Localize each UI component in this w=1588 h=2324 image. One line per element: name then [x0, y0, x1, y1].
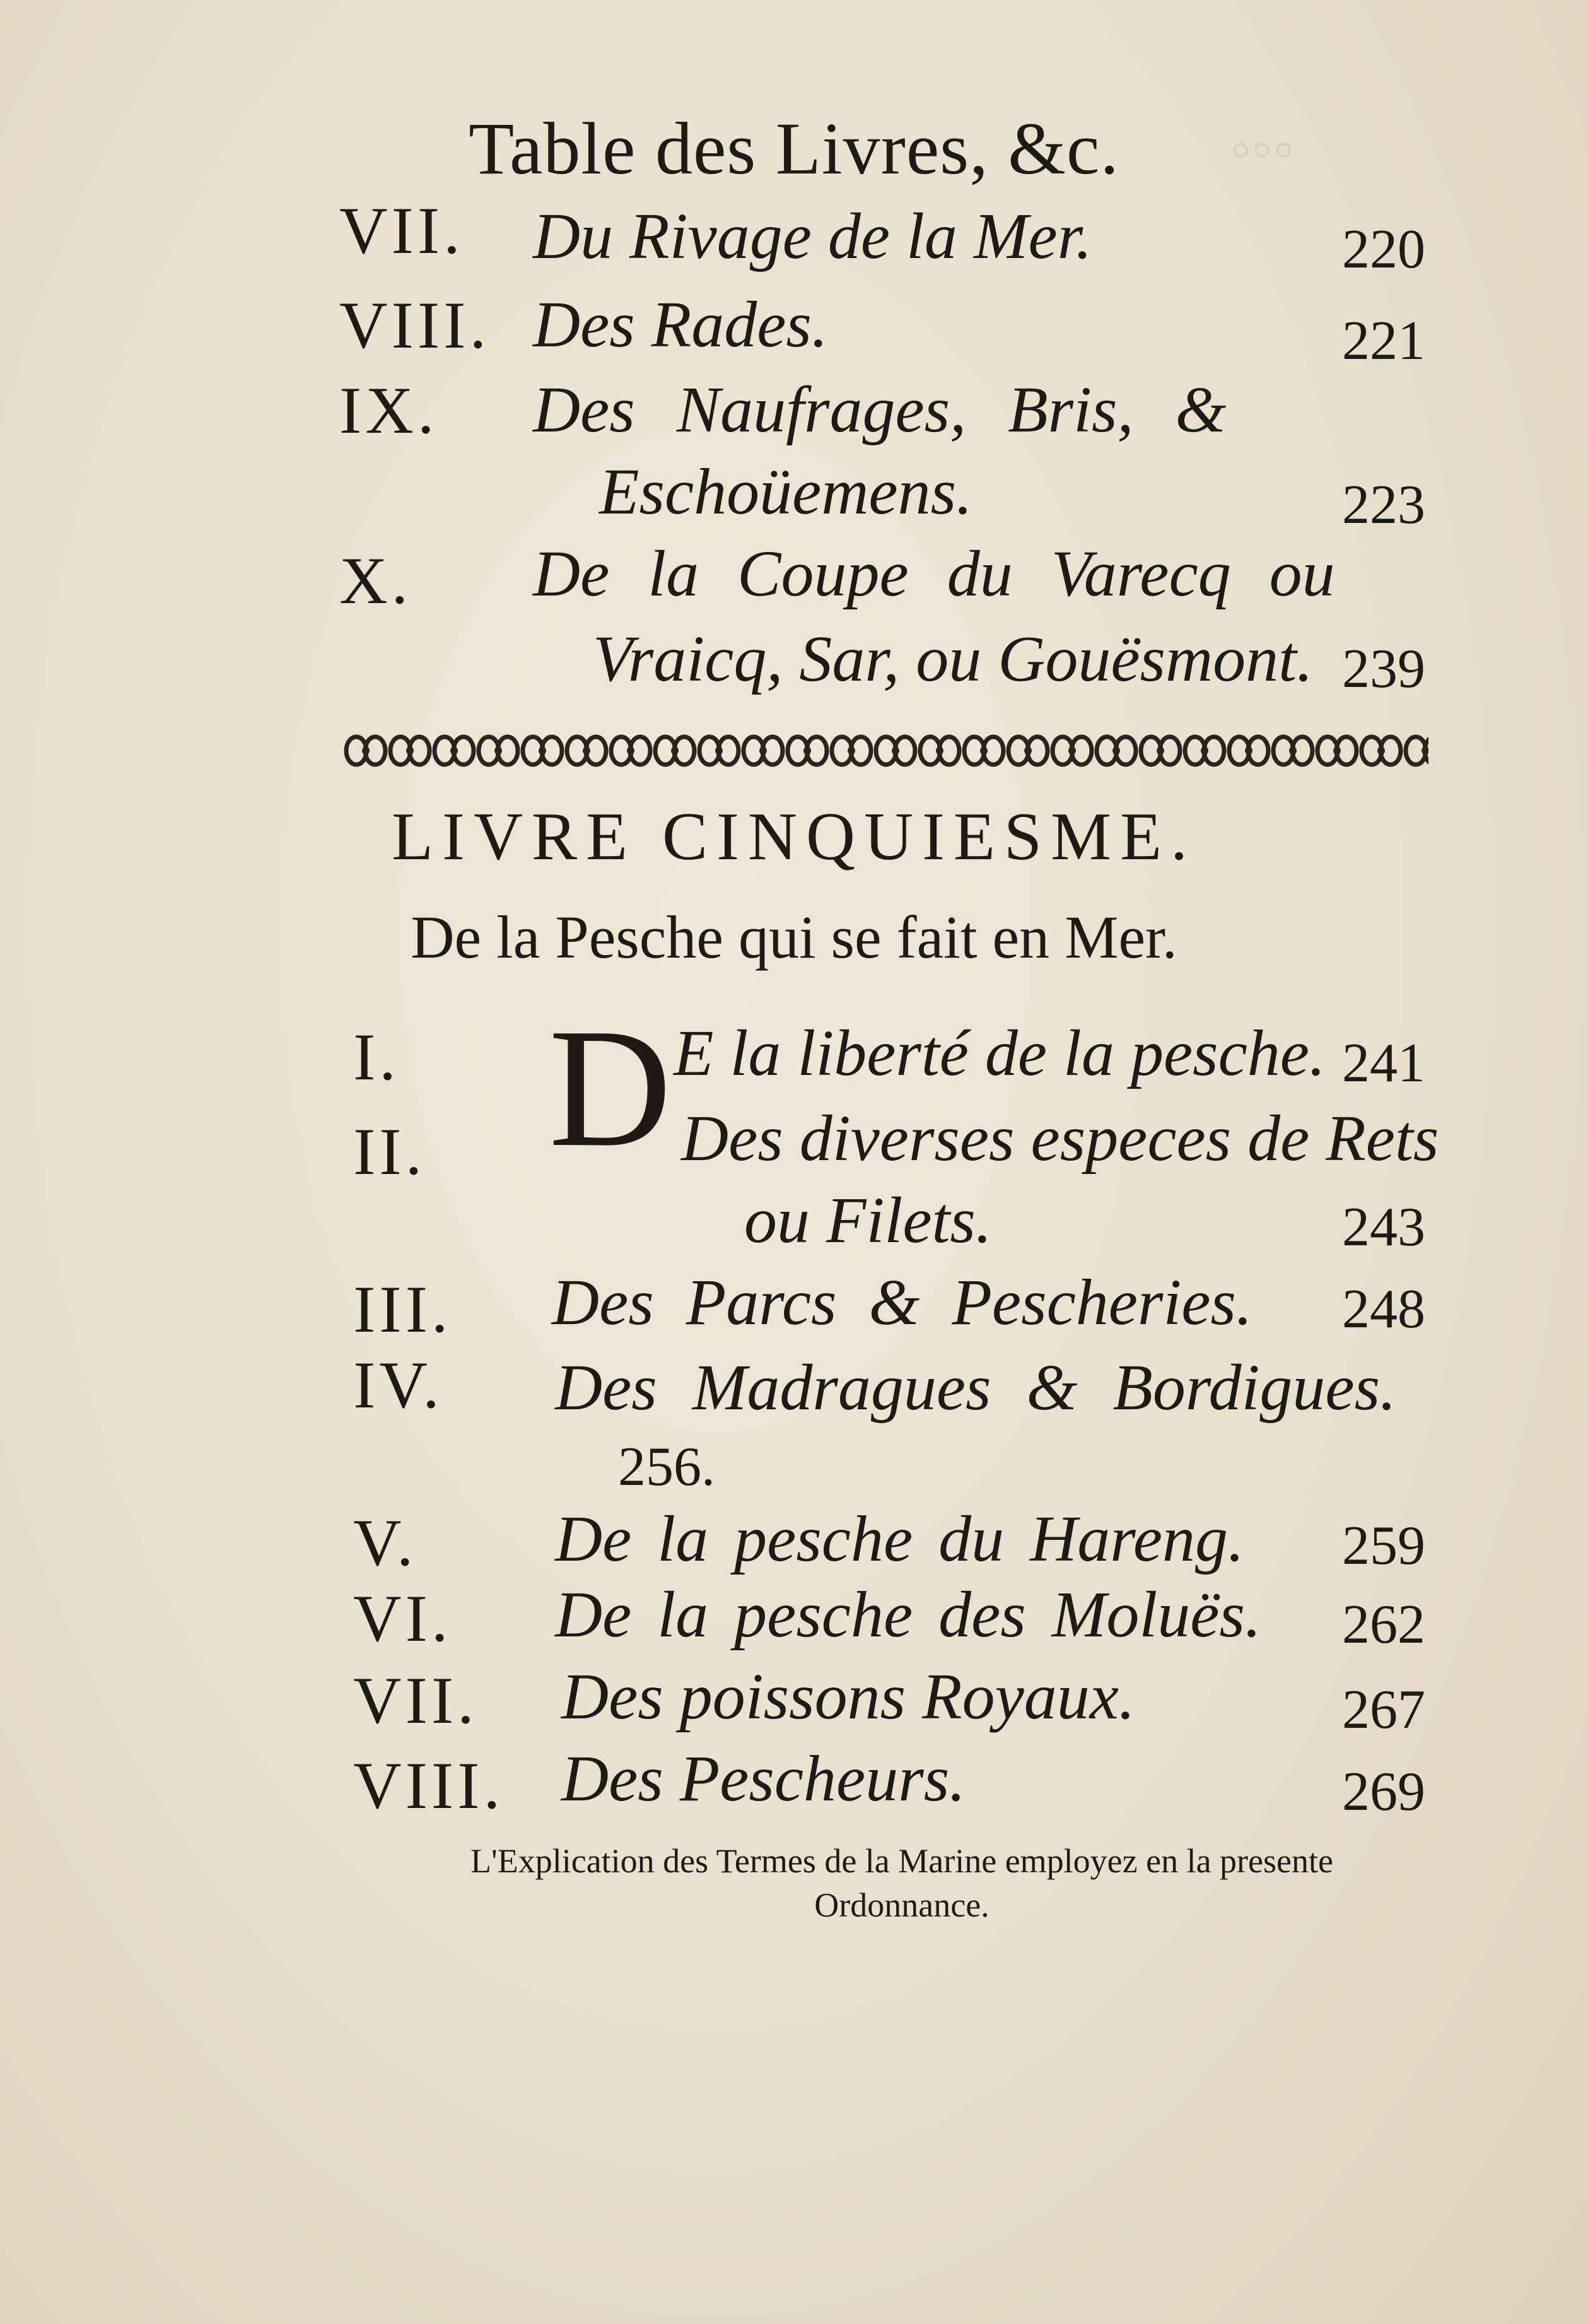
entry-number: IX. — [339, 373, 438, 447]
entry-title: E la liberté de la pesche. — [674, 1017, 1326, 1089]
entry-title-continued: Vraicq, Sar, ou Gouësmont. — [593, 623, 1314, 695]
book-subtitle: De la Pesche qui se fait en Mer. — [411, 903, 1177, 971]
entry-page: 262 — [1342, 1594, 1425, 1655]
entry-title-continued: Eschoüemens. — [599, 455, 973, 528]
entry-number: VIII. — [353, 1749, 504, 1822]
entry-number: X. — [339, 544, 412, 618]
entry-number: VII. — [353, 1664, 478, 1737]
entry-title: De la Coupe du Varecq ou — [533, 537, 1335, 610]
page-title: Table des Livres, &c. — [469, 107, 1119, 190]
entry-number: VIII. — [339, 288, 490, 362]
bleed-through-decoration: ◦◦◦ — [1230, 115, 1295, 182]
entry-number: VII. — [339, 194, 464, 267]
entry-page: 221 — [1342, 310, 1425, 372]
book-heading: LIVRE CINQUIESME. — [392, 799, 1196, 874]
entry-title-continued: 256. — [618, 1436, 715, 1498]
entry-title-continued: ou Filets. — [744, 1184, 992, 1257]
entry-title: Du Rivage de la Mer. — [533, 200, 1092, 273]
entry-page: 223 — [1342, 474, 1425, 536]
entry-title: De la pesche du Hareng. — [555, 1503, 1244, 1575]
footer-line: Ordonnance. — [814, 1886, 990, 1925]
entry-number: II. — [353, 1115, 426, 1188]
entry-title: Des Pescheurs. — [561, 1742, 966, 1815]
entry-title: Des Madragues & Bordigues. — [555, 1351, 1397, 1424]
entry-page: 241 — [1342, 1033, 1425, 1094]
footer-line: L'Explication des Termes de la Marine employez en la presente — [470, 1842, 1333, 1880]
entry-number: I. — [353, 1020, 400, 1094]
entry-title: Des diverses especes de Rets — [681, 1102, 1439, 1175]
entry-number: IV. — [353, 1348, 443, 1422]
entry-title: Des Rades. — [533, 288, 828, 361]
entry-number: III. — [353, 1272, 452, 1346]
ornament-band — [344, 725, 1428, 776]
entry-title: Des poissons Royaux. — [561, 1660, 1135, 1733]
entry-page: 243 — [1342, 1197, 1425, 1258]
entry-number: VI. — [353, 1582, 452, 1655]
entry-number: V. — [353, 1506, 417, 1580]
entry-title: Des Parcs & Pescheries. — [552, 1266, 1252, 1339]
entry-page: 239 — [1342, 638, 1425, 700]
footer-note — [378, 1839, 1425, 1927]
drop-cap: D — [549, 994, 672, 1182]
entry-page: 248 — [1342, 1279, 1425, 1340]
entry-title: De la pesche des Moluës. — [555, 1578, 1261, 1651]
entry-title: Des Naufrages, Bris, & — [533, 373, 1227, 446]
entry-page: 267 — [1342, 1679, 1425, 1740]
entry-page: 259 — [1342, 1515, 1425, 1576]
entry-page: 269 — [1342, 1761, 1425, 1822]
entry-page: 220 — [1342, 219, 1425, 280]
